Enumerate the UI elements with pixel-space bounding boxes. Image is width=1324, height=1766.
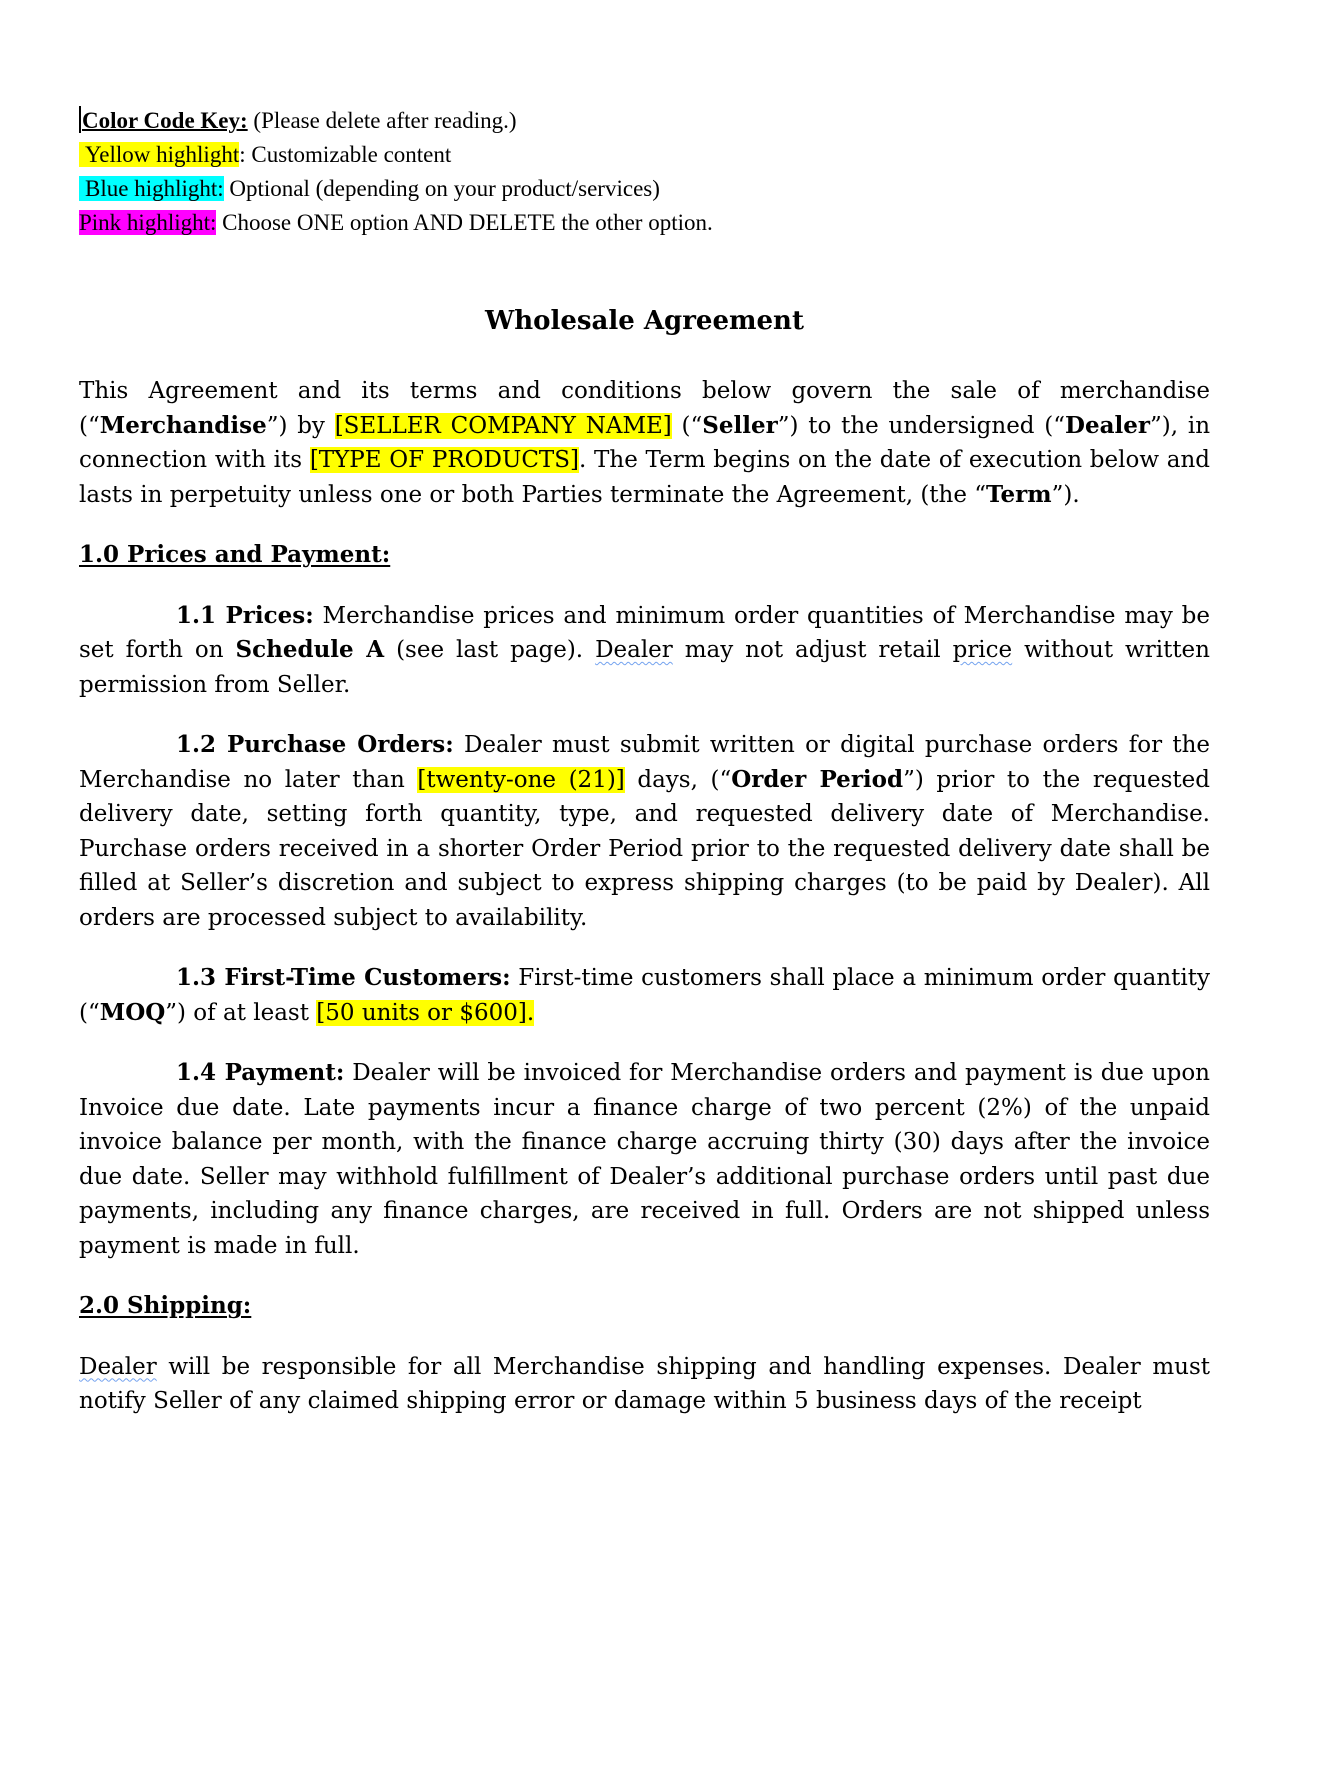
key-heading-note: (Please delete after reading.): [247, 108, 517, 133]
document-title: Wholesale Agreement: [485, 306, 804, 336]
clause-label: 1.1 Prices:: [176, 601, 314, 629]
yellow-highlight-note: : Customizable content: [239, 142, 452, 167]
defined-term-merchandise: Merchandise: [99, 411, 267, 439]
placeholder-seller-company-name[interactable]: [SELLER COMPANY NAME]: [334, 412, 672, 439]
text-run: Dealer will be invoiced for Merchandise orders and payment is due upon Invoice due date. Late payments incur a finance charge of two percent (2%) of the unpaid invoice balance per month, with the finance charge accruing thirty (30) days after the invoice due date. Seller may withhold fulfillment of Dealer’s additional purchase orders until past due payments, including any finance charges, are received in full. Orders are not shipped unless payment is made in full.: [79, 1060, 1210, 1259]
text-run: may not adjust retail: [672, 637, 953, 663]
clause-label: 1.2 Purchase Orders:: [176, 731, 454, 758]
spellcheck-word-price: price: [952, 637, 1013, 663]
text-run: (see last page).: [384, 637, 596, 663]
defined-term-order-period: Order Period: [731, 765, 904, 793]
color-code-key: [79, 104, 1210, 240]
text-run: (“: [671, 412, 703, 439]
placeholder-minimum-order[interactable]: [50 units or $600].: [316, 999, 535, 1026]
text-run: ”) to the undersigned (“: [777, 412, 1066, 439]
text-run: will be responsible for all Merchandise shipping and handling expenses. Dealer must notify Seller of any claimed shipping error or damage within 5 business days of the receipt: [79, 1353, 1210, 1414]
clause-label: 1.3 First-Time Customers:: [176, 964, 511, 991]
text-run: ”) prior to the requested delivery date, setting forth quantity, type, and requested delivery date of Merchandise. Purchase orders received in a shorter Order Period prior to the requested delivery date shall be filled at Seller’s discretion and subject to express shipping charges (to be paid by Dealer). All orders are processed subject to availability.: [79, 766, 1210, 931]
text-cursor: [79, 106, 81, 133]
pink-highlight-label: Pink highlight:: [79, 210, 217, 235]
pink-highlight-note: Choose ONE option AND DELETE the other option.: [216, 210, 713, 235]
clause-label: 1.4 Payment:: [176, 1059, 345, 1086]
shipping-paragraph: [79, 1350, 1210, 1419]
key-heading: Color Code Key:: [82, 108, 248, 133]
blue-highlight-note: Optional (depending on your product/services): [223, 176, 660, 201]
blue-highlight-label: Blue highlight:: [79, 176, 224, 201]
spellcheck-word-dealer: Dealer: [595, 637, 673, 663]
text-run: Merchandise prices and minimum order quantities of Merchandise may be set forth on: [79, 602, 1210, 663]
intro-paragraph: [79, 374, 1210, 512]
key-heading-line: [79, 104, 1210, 138]
defined-term-dealer: Dealer: [1065, 411, 1151, 439]
clause-1-1-prices: [79, 599, 1210, 703]
spellcheck-word-dealer: Dealer: [79, 1353, 157, 1380]
text-run: ”).: [1051, 481, 1080, 508]
clause-1-4-payment: [79, 1056, 1210, 1263]
section-heading-shipping: 2.0 Shipping:: [79, 1292, 252, 1319]
text-run: . The Term begins on the date of execution below and lasts in perpetuity unless one or both Parties terminate the Agreement, (the “: [79, 447, 1210, 508]
section-heading-prices-and-payment: 1.0 Prices and Payment:: [79, 541, 391, 568]
text-run: This Agreement and its terms and conditions below govern the sale of merchandise (“: [79, 378, 1210, 439]
placeholder-type-of-products[interactable]: [TYPE OF PRODUCTS]: [309, 447, 579, 473]
defined-term-moq: MOQ: [99, 998, 166, 1026]
key-item-blue: [79, 172, 1210, 206]
placeholder-order-period-days[interactable]: [twenty-one (21)]: [417, 766, 625, 793]
key-item-yellow: [79, 138, 1210, 172]
text-run: First-time customers shall place a minimum order quantity (“: [79, 965, 1210, 1026]
defined-term-term: Term: [986, 480, 1052, 508]
text-run: Dealer must submit written or digital purchase orders for the Merchandise no later than: [79, 732, 1211, 793]
clause-1-2-purchase-orders: [79, 728, 1210, 935]
yellow-highlight-label: Yellow highlight: [79, 142, 239, 167]
text-run: ”) of at least: [165, 999, 317, 1026]
defined-term-seller: Seller: [702, 411, 778, 439]
text-run: without written permission from Seller.: [79, 637, 1210, 698]
text-run: ”), in connection with its: [79, 412, 1211, 473]
text-run: ”) by: [266, 412, 335, 439]
text-run: days, (“: [624, 766, 732, 793]
schedule-a-reference: Schedule A: [235, 636, 385, 663]
clause-1-3-first-time-customers: [79, 961, 1210, 1030]
key-item-pink: [79, 206, 1210, 240]
